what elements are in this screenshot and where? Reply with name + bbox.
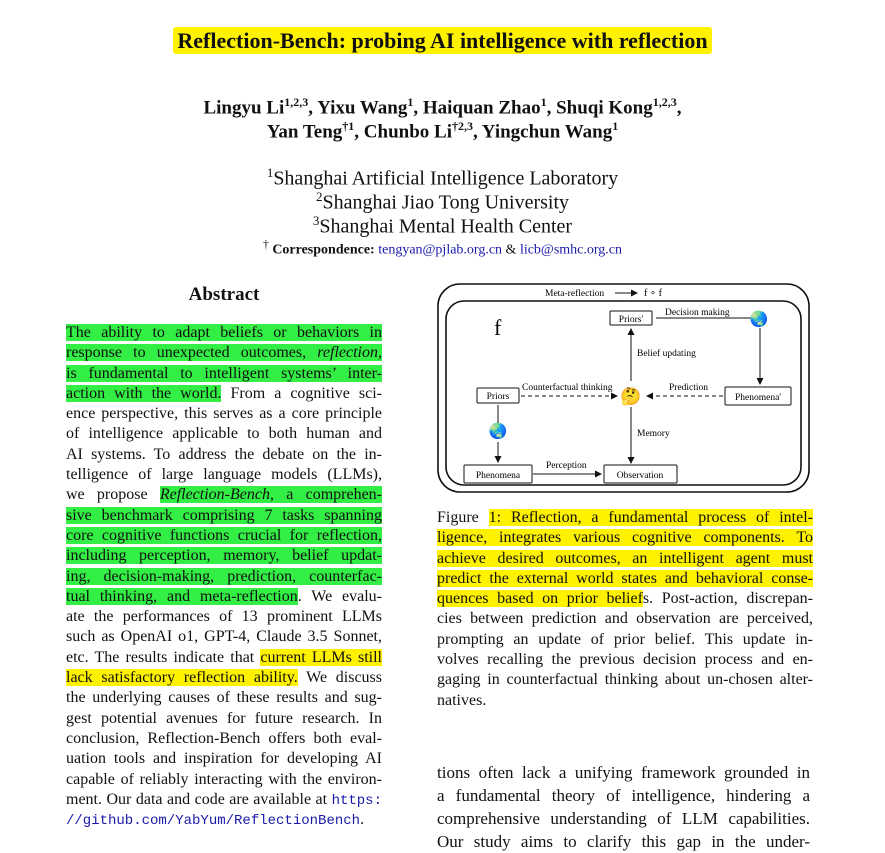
author-separator: ,	[546, 97, 557, 119]
highlighted-text: sive benchmark comprising 7 tasks spanning	[66, 506, 382, 524]
priors-label: Priors	[486, 392, 510, 402]
perception-label: Perception	[546, 461, 587, 471]
highlighted-text: core cognitive functions crucial for reflection,	[66, 526, 382, 544]
text-segment: gaging in counterfactual thinking about un-chosen alter-	[437, 671, 813, 689]
memory-label: Memory	[637, 429, 670, 439]
author-separator: ,	[413, 97, 423, 119]
highlighted-text: tual thinking, and meta-reflection	[66, 587, 298, 605]
text-segment: Figure	[437, 509, 489, 526]
repository-link[interactable]: //github.com/YabYum/ReflectionBench	[66, 813, 361, 830]
text-segment: cies between prediction and observation are perceived,	[437, 610, 813, 628]
affiliation-number: 3	[312, 213, 320, 228]
decision-making-label: Decision making	[665, 308, 730, 318]
text-line	[437, 691, 813, 711]
author-separator: ,	[308, 97, 318, 119]
highlighted-text: lack satisfactory reflection ability.	[66, 669, 298, 687]
text-segment: conclusion, Reflection-Bench offers both eval-	[66, 729, 382, 747]
author-affiliation-mark: †2,3	[452, 119, 473, 133]
highlighted-text: predict the external world states and behavioral conse-	[437, 569, 813, 587]
text-line	[437, 508, 813, 528]
highlighted-text: quences based on prior belief	[437, 590, 643, 608]
author-affiliation-mark: 1,2,3	[652, 95, 677, 109]
text-line	[66, 648, 382, 668]
highlighted-text: including perception, memory, belief updat-	[66, 547, 382, 565]
body-text-line: comprehensive understanding of LLM capabilities.	[437, 809, 810, 828]
author-separator: ,	[676, 97, 682, 119]
text-line	[66, 607, 382, 627]
author-name: Shuqi Kong	[556, 97, 653, 119]
repository-link[interactable]: https:	[331, 792, 382, 809]
text-segment: uation tools and inspiration for developing AI	[66, 750, 382, 768]
highlighted-text: is fundamental to intelligent systems’ inter-	[66, 364, 382, 382]
affiliation-name: Shanghai Jiao Tong University	[322, 191, 570, 214]
body-text-line: a fundamental theory of intelligence, hindering a	[437, 786, 810, 805]
highlighted-text: achieve desired outcomes, an intelligent agent must	[437, 549, 813, 567]
text-line	[66, 668, 382, 688]
author-name: Chunbo Li	[363, 121, 452, 143]
phenomena-label: Phenomena	[475, 471, 521, 481]
text-segment: . We evalu-	[297, 587, 383, 605]
abstract-heading: Abstract	[188, 284, 260, 305]
text-line	[66, 770, 382, 790]
author-list-line-2	[0, 114, 885, 144]
text-line	[66, 526, 382, 546]
correspondence-label: Correspondence:	[272, 242, 375, 258]
author-affiliation-mark: 1	[612, 119, 619, 133]
body-text-line: Our study aims to clarify this gap in the under-	[437, 832, 810, 851]
text-segment: natives.	[437, 691, 487, 709]
author-affiliation-mark: 1	[407, 95, 414, 109]
counterfactual-thinking-label: Counterfactual thinking	[522, 383, 613, 393]
highlighted-text: , a comprehen-	[269, 486, 382, 504]
highlighted-text: Reflection-Bench	[159, 486, 270, 504]
text-segment: s. Post-action, discrepan-	[642, 590, 813, 608]
priors-prime-label: Priors'	[618, 315, 644, 325]
affiliation-number: 2	[315, 189, 323, 204]
text-segment: telligence of large language models (LLMs),	[66, 466, 382, 484]
text-segment: gest potential avenues for future research. In	[66, 709, 382, 727]
text-line	[66, 343, 382, 363]
highlighted-text: action with the world.	[66, 384, 222, 402]
text-line	[437, 670, 813, 690]
email-link-1[interactable]: tengyan@pjlab.org.cn	[378, 242, 503, 258]
phenomena-prime-label: Phenomena'	[734, 393, 782, 403]
ampersand: &	[502, 242, 520, 258]
text-line	[66, 709, 382, 729]
affiliation-line	[0, 209, 885, 239]
text-line	[66, 749, 382, 769]
text-segment: volves recalling the previous decision process and en-	[437, 651, 813, 669]
highlighted-text: 1: Reflection, a fundamental process of intel-	[488, 509, 814, 526]
dagger-mark: †	[262, 238, 269, 251]
text-line	[66, 567, 382, 587]
figure-1	[437, 283, 810, 495]
affiliation-name: Shanghai Artificial Intelligence Laboratory	[273, 167, 619, 190]
text-line	[66, 688, 382, 708]
text-line	[437, 650, 813, 670]
text-line	[437, 528, 813, 548]
body-text-line: tions often lack a unifying framework grounded in	[437, 763, 810, 782]
highlighted-text: ligence, integrates various cognitive components. To	[437, 529, 813, 547]
paper-title-text: Reflection-Bench: probing AI intelligence with reflection	[173, 27, 711, 54]
prediction-label: Prediction	[669, 383, 709, 393]
highlighted-text: current LLMs still	[260, 648, 383, 666]
author-affiliation-mark: 1,2,3	[284, 95, 309, 109]
correspondence	[0, 236, 885, 260]
text-line	[437, 549, 813, 569]
text-line	[66, 364, 382, 384]
f-compose-label: f ∘ f	[644, 288, 662, 299]
text-line	[437, 609, 813, 629]
f-label: f	[494, 315, 502, 340]
author-name: Haiquan Zhao	[422, 97, 541, 119]
figure-caption	[437, 508, 813, 711]
globe-icon-left: 🌏	[488, 424, 508, 440]
affiliation-number: 1	[266, 165, 274, 180]
author-name: Yan Teng	[266, 121, 343, 143]
author-separator: ,	[354, 121, 364, 143]
belief-updating-label: Belief updating	[637, 349, 696, 359]
author-name: Yingchun Wang	[481, 121, 613, 143]
text-line	[437, 589, 813, 609]
observation-label: Observation	[616, 471, 664, 481]
globe-icon: 🌏	[749, 312, 769, 328]
text-segment: We discuss	[297, 669, 382, 687]
text-line	[66, 445, 382, 465]
email-link-2[interactable]: licb@smhc.org.cn	[519, 242, 622, 258]
text-segment: prompting an update of prior belief. This update in-	[437, 630, 813, 648]
text-line	[66, 790, 382, 810]
author-name: Lingyu Li	[203, 97, 285, 119]
highlighted-text: ,	[378, 344, 382, 362]
text-line	[437, 569, 813, 589]
reflection-diagram	[437, 283, 810, 495]
text-segment: etc. The results indicate that	[66, 648, 261, 666]
text-segment: AI systems. To address the debate on the in-	[66, 445, 382, 463]
text-segment: the underlying causes of these results and sug-	[66, 689, 382, 707]
text-line	[66, 810, 382, 830]
affiliation-name: Shanghai Mental Health Center	[319, 215, 573, 238]
text-line	[66, 323, 382, 343]
text-segment: ate the performances of 13 prominent LLMs	[66, 608, 382, 626]
paper-title	[0, 27, 885, 55]
highlighted-text: response to unexpected outcomes,	[66, 344, 318, 362]
thinking-face-icon: 🤔	[620, 387, 642, 406]
author-separator: ,	[473, 121, 482, 143]
text-line	[66, 627, 382, 647]
text-segment: such as OpenAI o1, GPT-4, Claude 3.5 Sonnet,	[66, 628, 382, 646]
text-segment: we propose	[66, 486, 160, 504]
text-segment: ence perspective, this serves as a core principle	[66, 405, 382, 423]
author-name: Yixu Wang	[317, 97, 408, 119]
author-affiliation-mark: 1	[540, 95, 547, 109]
text-line	[66, 587, 382, 607]
text-line	[437, 630, 813, 650]
abstract-body	[66, 323, 382, 830]
text-line	[66, 729, 382, 749]
text-segment: ment. Our data and code are available at	[66, 790, 332, 808]
text-line	[66, 506, 382, 526]
highlighted-text: The ability to adapt beliefs or behaviors in	[66, 324, 382, 341]
body-text-right	[437, 761, 810, 853]
text-segment: capable of reliably interacting with the environ-	[66, 770, 382, 788]
text-segment: of intelligence applicable to both human and	[66, 425, 382, 443]
text-line	[66, 404, 382, 424]
text-line	[66, 384, 382, 404]
text-line	[66, 546, 382, 566]
text-segment: .	[360, 811, 365, 829]
text-segment: From a cognitive sci-	[221, 384, 382, 402]
text-line	[66, 485, 382, 505]
text-line	[66, 424, 382, 444]
highlighted-text: reflection	[317, 344, 378, 362]
meta-reflection-label: Meta-reflection	[545, 289, 605, 299]
text-line	[66, 465, 382, 485]
highlighted-text: ing, decision-making, prediction, counterfac-	[66, 567, 382, 585]
author-affiliation-mark: †1	[342, 119, 355, 133]
